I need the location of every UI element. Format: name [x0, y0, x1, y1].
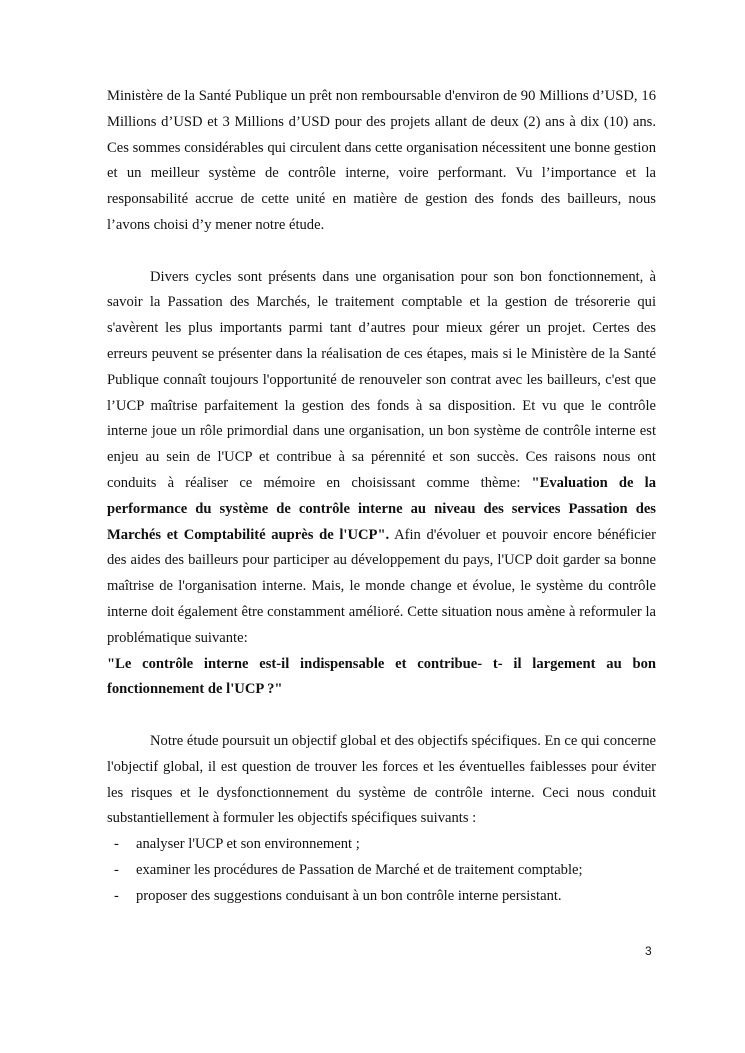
- paragraph-gap: [107, 239, 656, 265]
- cycles-text-continued: Afin d'évoluer et pouvoir encore bénéficier des aides des bailleurs pour participer au développement du pays, l'UCP doit garder sa bonne maîtrise de l'organisation interne. Mais, le monde change et évolue, le système du contrôle interne doit également être constamment amélioré. Cette situation nous amène à reformuler la problématique suivante:: [107, 526, 657, 646]
- list-item: [114, 858, 656, 884]
- bullet-dash: -: [114, 887, 119, 904]
- cycles-text: Divers cycles sont présents dans une organisation pour son bon fonctionnement, à savoir la Passation des Marchés, le traitement comptable et la gestion de trésorerie qui s'avèrent les plus importants parmi tant d’autres pour mieux gérer un projet. Certes des erreurs peuvent se présenter dans la réalisation de ces étapes, mais si le Ministère de la Santé Publique connaît toujours l'opportunité de renouveler son contrat avec les bailleurs, c'est que l’UCP maîtrise parfaitement la gestion des fonds à sa disposition. Et vu que le contrôle interne joue un rôle primordial dans une organisation, un bon système de contrôle interne est enjeu au sein de l'UCP et contribue à sa pérennité et son succès. Ces raisons nous ont conduits à réaliser ce mémoire en choisissant comme thème:: [107, 268, 656, 491]
- list-item-text: examiner les procédures de Passation de Marché et de traitement comptable;: [136, 861, 583, 878]
- paragraph-objectives: Notre étude poursuit un objectif global et des objectifs spécifiques. En ce qui concerne l'objectif global, il est question de trouver les forces et les éventuelles faiblesses pour éviter les risques et le dysfonctionnement du système de contrôle interne. Ceci nous conduit substantiellement à formuler les objectifs spécifiques suivants :: [107, 732, 656, 827]
- list-item-text: analyser l'UCP et son environnement ;: [136, 836, 360, 853]
- paragraph-gap: [107, 703, 656, 729]
- thesis-theme: "Evaluation de la performance du système de contrôle interne au niveau des services Passation des Marchés et Comptabilité auprès de l'UCP".: [107, 474, 656, 543]
- list-item: [114, 832, 656, 858]
- document-body: [107, 84, 656, 910]
- research-question: "Le contrôle interne est-il indispensable et contribue- t- il largement au bon fonctionnement de l'UCP ?": [107, 655, 656, 698]
- paragraph-cycles: [107, 265, 656, 652]
- list-item-text: proposer des suggestions conduisant à un bon contrôle interne persistant.: [136, 887, 562, 904]
- bullet-dash: -: [114, 836, 119, 853]
- objectives-list: [107, 832, 656, 909]
- page-number: 3: [645, 944, 652, 958]
- list-item: [114, 884, 656, 910]
- bullet-dash: -: [114, 861, 119, 878]
- paragraph-funding: Ministère de la Santé Publique un prêt non remboursable d'environ de 90 Millions d’USD, 16 Millions d’USD et 3 Millions d’USD pour des projets allant de deux (2) ans à dix (10) ans. Ces sommes considérables qui circulent dans cette organisation nécessitent une bonne gestion et un meilleur système de contrôle interne, voire performant. Vu l’importance et la responsabilité accrue de cette unité en matière de gestion des fonds des bailleurs, nous l’avons choisi d’y mener notre étude.: [107, 88, 656, 233]
